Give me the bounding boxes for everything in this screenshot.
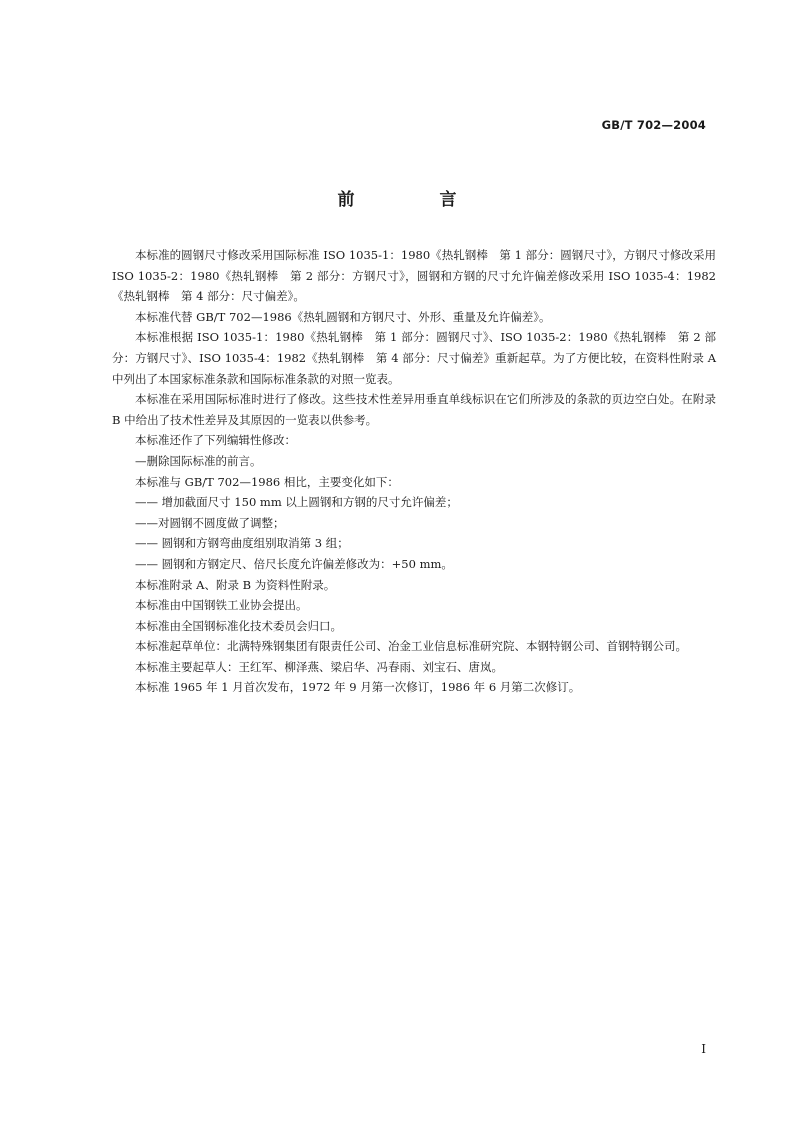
paragraph-modifications: 本标准在采用国际标准时进行了修改。这些技术性差异用垂直单线标识在它们所涉及的条款的页边空白处。在附录 B 中给出了技术性差异及其原因的一览表以供参考。 — [112, 392, 716, 427]
list-item-change: —— 圆钢和方钢定尺、倍尺长度允许偏差修改为：+50 mm。 — [135, 556, 453, 571]
paragraph-centralized-by: 本标准由全国钢标准化技术委员会归口。 — [135, 618, 342, 633]
paragraph-adoption: 本标准的圆钢尺寸修改采用国际标准 ISO 1035-1：1980《热轧钢棒 第 1 部分：圆钢尺寸》，方钢尺寸修改采用 ISO 1035-2：1980《热轧钢棒 第 2 部分：方钢尺寸》，圆钢和方钢的尺寸允许偏差修改采用 ISO 1035-4：1982《热轧钢棒 第 4 部分：尺寸偏差》。 — [112, 248, 716, 304]
paragraph-redrafted: 本标准根据 ISO 1035-1：1980《热轧钢棒 第 1 部分：圆钢尺寸》、ISO 1035-2：1980《热轧钢棒 第 2 部分：方钢尺寸》、ISO 1035-4：1982《热轧钢棒 第 4 部分：尺寸偏差》重新起草。为了方便比较，在资料性附录 A 中列出了本国家标准条款和国际标准条款的对照一览表。 — [112, 330, 716, 386]
paragraph-proposed-by: 本标准由中国钢铁工业协会提出。 — [135, 598, 308, 613]
paragraph-annexes: 本标准附录 A、附录 B 为资料性附录。 — [135, 577, 336, 592]
paragraph-editorial-intro: 本标准还作了下列编辑性修改： — [135, 433, 296, 448]
standard-id: GB/T 702—2004 — [601, 118, 706, 132]
list-item-change: ——对圆钢不圆度做了调整； — [135, 515, 285, 530]
list-item-change: —— 圆钢和方钢弯曲度组别取消第 3 组； — [135, 536, 349, 551]
paragraph-changes-intro: 本标准与 GB/T 702—1986 相比，主要变化如下： — [135, 474, 399, 489]
page-number: I — [701, 1042, 706, 1056]
paragraph-history: 本标准 1965 年 1 月首次发布，1972 年 9 月第一次修订，1986 年 6 月第二次修订。 — [135, 680, 581, 695]
list-item-editorial: —删除国际标准的前言。 — [135, 453, 262, 468]
paragraph-drafting-units: 本标准起草单位：北满特殊钢集团有限责任公司、冶金工业信息标准研究院、本钢特钢公司、首钢特钢公司。 — [135, 639, 687, 654]
foreword-body — [112, 245, 716, 698]
list-item-change: —— 增加截面尺寸 150 mm 以上圆钢和方钢的尺寸允许偏差； — [135, 495, 458, 510]
page-title: 前 言 — [337, 190, 491, 210]
paragraph-drafters: 本标准主要起草人：王红军、柳泽燕、梁启华、冯春雨、刘宝石、唐岚。 — [135, 659, 503, 674]
paragraph-replaces: 本标准代替 GB/T 702—1986《热轧圆钢和方钢尺寸、外形、重量及允许偏差》。 — [135, 309, 551, 324]
